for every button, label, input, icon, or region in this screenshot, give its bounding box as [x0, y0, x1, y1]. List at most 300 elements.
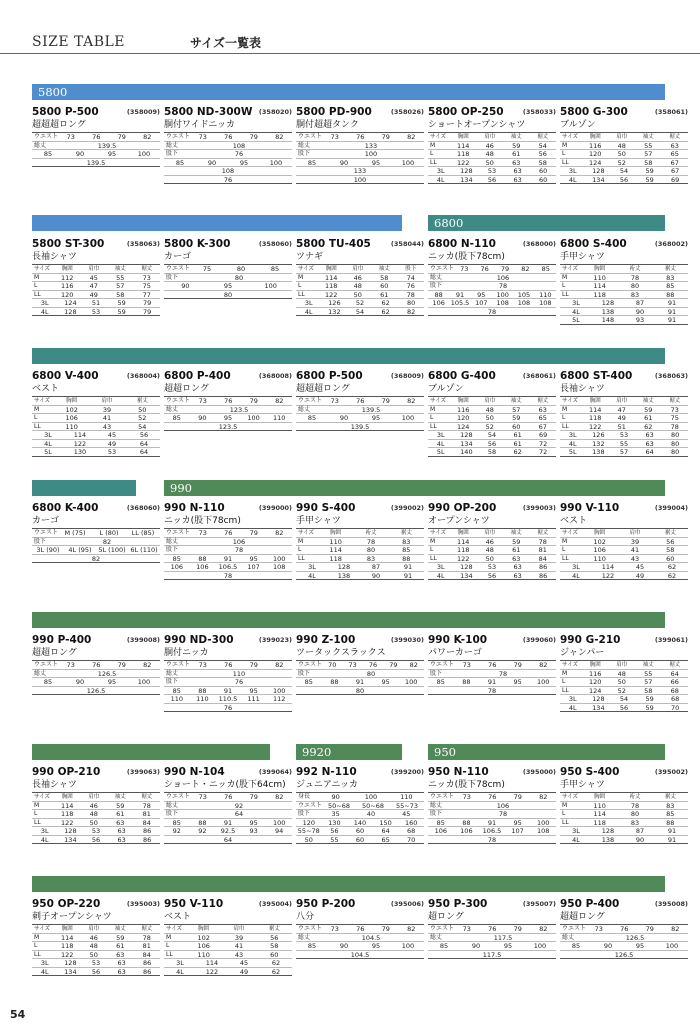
- size-row: [32, 440, 160, 449]
- size-cell: 85: [307, 942, 317, 950]
- product-code: 992 N-110: [296, 766, 357, 778]
- size-cell: 袖丈: [510, 530, 522, 536]
- size-cell: 110: [593, 273, 606, 282]
- size-row: [32, 934, 160, 943]
- size-row: [560, 431, 688, 440]
- size-cell: 83: [402, 537, 411, 546]
- size-cell: 82: [275, 133, 284, 141]
- product-number: (399200): [390, 768, 424, 776]
- size-row: [164, 546, 292, 555]
- size-cell: 65: [670, 150, 679, 158]
- size-cell: 95: [249, 554, 258, 563]
- size-cell: 95: [223, 414, 233, 422]
- size-cell: 122: [325, 290, 338, 299]
- size-row: [296, 819, 424, 828]
- size-cell: 95: [223, 282, 233, 290]
- size-row: [32, 793, 160, 802]
- size-cell: 72: [539, 439, 548, 448]
- size-cell: 106.5: [482, 827, 502, 835]
- size-cell: 肩巾: [616, 398, 628, 404]
- size-cell: 92: [172, 827, 181, 835]
- size-cell: 106: [460, 827, 473, 835]
- size-cell: 袖丈: [114, 794, 126, 800]
- product-number: (368063): [654, 372, 688, 380]
- size-cell: 78: [487, 835, 497, 844]
- size-cell: 43: [234, 950, 244, 959]
- size-cell: 126.5: [97, 669, 117, 678]
- size-cell: 4L: [572, 307, 580, 316]
- size-cell: 61: [116, 810, 125, 818]
- product-name: 胴付ワイドニッカ: [164, 120, 236, 130]
- product-number: (399023): [258, 636, 292, 644]
- size-cell: 110: [65, 422, 78, 431]
- size-row: [164, 414, 292, 423]
- size-cell: 3L: [436, 431, 445, 439]
- size-cell: 91: [403, 571, 413, 580]
- size-row: [560, 397, 688, 406]
- size-cell: 91: [667, 299, 677, 307]
- size-table: [296, 924, 424, 959]
- size-cell: 56: [619, 703, 629, 712]
- size-cell: M: [166, 933, 172, 941]
- size-cell: 82: [143, 133, 152, 141]
- size-cell: 114: [205, 959, 219, 967]
- size-cell: 59: [117, 299, 126, 307]
- size-cell: 118: [593, 818, 606, 827]
- size-cell: 88: [402, 554, 411, 563]
- size-table: [164, 924, 292, 976]
- size-row: [560, 925, 688, 934]
- size-cell: L: [562, 810, 566, 817]
- size-row: [32, 133, 160, 142]
- product-name: ベスト: [560, 516, 588, 526]
- size-row: [296, 265, 424, 274]
- size-cell: 76: [224, 133, 233, 141]
- size-cell: 73: [594, 925, 603, 933]
- size-cell: 56: [139, 431, 149, 439]
- size-cell: 85: [43, 678, 53, 686]
- size-cell: 62: [271, 967, 281, 976]
- size-cell: ウエスト: [34, 661, 59, 668]
- size-cell: 90: [331, 793, 340, 801]
- size-row: [428, 431, 556, 440]
- size-table-title: SIZE TABLE: [32, 34, 126, 50]
- size-cell: 袖丈: [510, 398, 522, 404]
- size-row: [32, 678, 160, 687]
- size-cell: 73: [462, 793, 471, 801]
- size-row: [560, 546, 688, 555]
- size-cell: 108: [536, 827, 550, 835]
- size-cell: 3L: [436, 563, 445, 571]
- size-row: [32, 142, 160, 151]
- size-cell: 79: [249, 529, 258, 537]
- size-cell: 100: [536, 678, 550, 686]
- size-cell: 股下: [166, 810, 179, 817]
- size-row: [560, 176, 688, 185]
- size-cell: LL: [298, 290, 305, 298]
- size-cell: 78: [234, 546, 244, 554]
- size-cell: サイズ: [34, 398, 51, 404]
- product-name: 超超ロング: [560, 912, 605, 922]
- size-row: [32, 529, 160, 538]
- size-cell: 64: [381, 827, 390, 835]
- size-row: [164, 704, 292, 713]
- size-cell: 66: [670, 678, 679, 686]
- size-cell: 73: [198, 133, 207, 141]
- size-cell: 86: [143, 827, 152, 835]
- size-cell: LL: [562, 818, 569, 826]
- size-cell: 78: [487, 686, 497, 695]
- size-row: [560, 448, 688, 457]
- size-cell: 3L: [40, 299, 49, 307]
- size-cell: L: [562, 150, 566, 157]
- product-name: 手甲シャツ: [296, 516, 341, 526]
- size-row: [296, 670, 424, 679]
- size-cell: 裄丈: [365, 530, 377, 536]
- size-cell: 53: [91, 307, 101, 316]
- size-cell: ウエスト: [562, 925, 587, 932]
- size-cell: 100: [401, 942, 415, 950]
- size-cell: 4L: [436, 571, 445, 580]
- size-cell: 65: [538, 414, 547, 422]
- size-cell: 79: [513, 661, 522, 669]
- size-row: [428, 142, 556, 151]
- size-row: [428, 572, 556, 581]
- size-cell: 肩巾: [101, 398, 113, 404]
- size-cell: 100: [404, 678, 418, 686]
- size-cell: サイズ: [298, 266, 315, 272]
- product-card: [428, 634, 556, 695]
- size-row: [428, 793, 556, 802]
- product-card: [560, 238, 688, 325]
- size-cell: 91: [223, 818, 233, 827]
- size-cell: 4L: [436, 175, 445, 184]
- size-cell: 76: [488, 793, 497, 801]
- size-cell: 59: [645, 175, 654, 184]
- size-cell: 128: [592, 167, 605, 175]
- product-number: (368002): [654, 240, 688, 248]
- size-cell: 150: [379, 818, 392, 827]
- product-name: 長袖シャツ: [560, 384, 605, 394]
- size-cell: 82: [275, 397, 284, 405]
- size-cell: 107: [511, 827, 524, 835]
- size-cell: 80: [234, 273, 244, 282]
- size-cell: 107: [247, 563, 260, 571]
- size-cell: 78: [498, 669, 508, 678]
- size-cell: 裾丈: [669, 398, 681, 404]
- size-row: [32, 414, 160, 423]
- size-cell: M: [34, 933, 40, 941]
- product-code: 5800 G-300: [560, 106, 628, 118]
- size-cell: サイズ: [562, 266, 579, 272]
- size-row: [32, 546, 160, 555]
- product-code: 990 N-104: [164, 766, 225, 778]
- product-card: [32, 106, 160, 167]
- size-cell: 52: [485, 422, 494, 431]
- size-cell: 61: [512, 150, 521, 158]
- size-cell: 85: [307, 158, 317, 167]
- size-cell: 108: [221, 167, 235, 175]
- product-code: 6800 ST-400: [560, 370, 633, 382]
- size-cell: 50: [89, 818, 98, 827]
- size-row: [164, 670, 292, 679]
- size-row: [164, 661, 292, 670]
- size-cell: 85: [172, 554, 181, 563]
- size-cell: 45: [402, 810, 411, 818]
- size-cell: 73: [198, 529, 207, 537]
- size-cell: 56: [666, 537, 675, 546]
- size-cell: 88: [666, 290, 675, 299]
- size-cell: 110: [232, 669, 246, 678]
- size-cell: 128: [64, 959, 77, 967]
- size-cell: 73: [66, 661, 75, 669]
- size-cell: 79: [381, 925, 390, 933]
- product-number: (395008): [654, 900, 688, 908]
- size-cell: 128: [64, 827, 77, 835]
- size-cell: M: [430, 141, 436, 149]
- size-row: [164, 695, 292, 704]
- size-cell: 122: [73, 439, 87, 448]
- product-name: ショートオープンシャツ: [428, 120, 526, 130]
- product-code: 5800 K-300: [164, 238, 231, 250]
- size-row: [32, 448, 160, 457]
- size-cell: 55: [116, 273, 125, 282]
- size-cell: 肩巾: [616, 662, 628, 668]
- size-cell: 49: [239, 967, 249, 976]
- size-row: [32, 687, 160, 696]
- size-table: [296, 264, 424, 316]
- product-code: 990 ND-300: [164, 634, 234, 646]
- size-row: [560, 406, 688, 415]
- size-cell: 100: [137, 150, 151, 158]
- size-cell: LL: [562, 158, 569, 166]
- product-card: [32, 634, 160, 695]
- size-row: [560, 687, 688, 696]
- size-cell: 41: [234, 942, 244, 950]
- size-cell: 106: [593, 546, 606, 554]
- product-number: (358044): [390, 240, 424, 248]
- size-cell: 60: [355, 827, 365, 835]
- size-cell: 78: [670, 422, 679, 431]
- size-cell: 79: [143, 299, 152, 307]
- size-cell: 134: [64, 967, 77, 976]
- size-cell: 4L: [308, 571, 316, 580]
- size-cell: 91: [667, 316, 677, 324]
- size-cell: 肩巾: [616, 134, 628, 140]
- size-cell: 122: [457, 158, 470, 167]
- size-cell: 82: [409, 661, 418, 669]
- size-cell: サイズ: [562, 662, 579, 668]
- size-cell: 134: [460, 175, 473, 184]
- size-cell: 95: [371, 942, 381, 950]
- size-cell: 50~68: [328, 801, 351, 810]
- size-cell: 54: [355, 307, 365, 316]
- size-row: [164, 423, 292, 432]
- size-row: [296, 150, 424, 159]
- size-cell: 126: [328, 299, 341, 307]
- size-cell: 64: [670, 669, 679, 678]
- size-cell: ウエスト: [166, 793, 191, 800]
- size-cell: 59: [512, 537, 521, 546]
- product-name: オープンシャツ: [428, 516, 490, 526]
- size-cell: 60: [512, 422, 521, 431]
- size-cell: 3L: [572, 299, 580, 307]
- size-cell: 114: [593, 810, 606, 818]
- size-row: [428, 159, 556, 168]
- size-cell: 肩巾: [484, 134, 496, 140]
- size-cell: 54: [538, 141, 547, 150]
- size-cell: 100: [533, 942, 547, 950]
- size-cell: 75: [202, 265, 212, 273]
- size-row: [164, 397, 292, 406]
- product-number: (399061): [654, 636, 688, 644]
- size-cell: 76: [92, 661, 101, 669]
- size-cell: ウエスト: [34, 133, 59, 140]
- size-cell: 62: [271, 959, 281, 967]
- size-cell: 139.5: [86, 158, 106, 167]
- series-label: 9920: [302, 745, 332, 759]
- size-row: [164, 291, 292, 300]
- size-row: [560, 282, 688, 291]
- size-cell: 69: [539, 431, 548, 439]
- size-cell: 股下: [430, 810, 443, 817]
- size-cell: 80: [671, 431, 680, 439]
- size-cell: 4L: [572, 835, 580, 844]
- size-cell: 118: [457, 150, 470, 158]
- size-row: [428, 827, 556, 836]
- size-cell: 51: [91, 299, 101, 307]
- size-row: [164, 538, 292, 547]
- size-cell: 106: [232, 537, 246, 546]
- product-card: [428, 106, 556, 184]
- size-row: [32, 431, 160, 440]
- product-card: [164, 502, 292, 580]
- size-cell: 48: [89, 942, 98, 950]
- size-cell: 58: [487, 448, 497, 456]
- product-code: 950 N-110: [428, 766, 489, 778]
- size-cell: 79: [381, 397, 390, 405]
- size-row: [428, 942, 556, 951]
- size-cell: 76: [224, 661, 233, 669]
- size-cell: 90: [635, 307, 645, 316]
- size-row: [428, 836, 556, 845]
- size-cell: 82: [407, 397, 416, 405]
- size-cell: 88: [198, 686, 207, 695]
- product-code: 990 K-100: [428, 634, 488, 646]
- product-number: (358060): [258, 240, 292, 248]
- size-cell: ウエスト: [34, 529, 59, 536]
- product-name: ニッカ(股下78cm): [428, 252, 505, 262]
- size-cell: ウエスト: [166, 265, 191, 272]
- size-row: [428, 299, 556, 308]
- size-cell: 61: [512, 546, 521, 554]
- size-cell: 70: [407, 835, 416, 844]
- size-cell: 45: [89, 273, 98, 282]
- product-name: ニッカ(股下78cm): [164, 516, 241, 526]
- size-row: [164, 802, 292, 811]
- size-cell: 76: [224, 793, 233, 801]
- product-name: 八分: [296, 912, 315, 922]
- size-cell: 48: [485, 150, 494, 158]
- size-cell: 67: [538, 422, 547, 431]
- size-cell: 63: [513, 563, 522, 571]
- size-cell: 83: [666, 801, 675, 810]
- product-name: ブルゾン: [428, 384, 464, 394]
- size-table: [560, 792, 688, 844]
- size-cell: 86: [143, 967, 152, 976]
- size-row: [32, 819, 160, 828]
- series-band: [32, 84, 665, 100]
- size-cell: 102: [197, 933, 210, 942]
- size-cell: 106: [496, 273, 510, 282]
- size-cell: 60: [380, 282, 389, 290]
- size-table: [296, 660, 424, 695]
- size-cell: 124: [64, 299, 77, 307]
- size-cell: 59: [645, 703, 654, 712]
- size-cell: 105: [517, 290, 531, 299]
- size-table: [32, 792, 160, 844]
- size-row: [296, 934, 424, 943]
- size-cell: 63: [538, 405, 547, 414]
- size-cell: 118: [325, 282, 338, 290]
- size-cell: 139.5: [97, 141, 117, 150]
- size-cell: 100: [353, 175, 367, 184]
- size-cell: 76: [224, 397, 233, 405]
- product-number: (358020): [258, 108, 292, 116]
- size-cell: 95: [107, 678, 117, 686]
- size-cell: 3L: [308, 563, 316, 571]
- size-cell: 80: [407, 299, 416, 307]
- size-cell: 86: [539, 571, 548, 580]
- size-table: [296, 132, 424, 184]
- series-band: [32, 348, 665, 364]
- size-cell: 56: [487, 571, 497, 580]
- size-cell: 117.5: [493, 933, 513, 942]
- size-cell: 50~68: [362, 801, 385, 810]
- size-cell: 68: [670, 686, 679, 695]
- page-number: 54: [10, 1008, 26, 1021]
- size-table: [428, 396, 556, 457]
- size-cell: 裾丈: [268, 926, 280, 932]
- size-cell: 116: [589, 669, 602, 678]
- size-cell: 72: [539, 448, 548, 456]
- size-row: [428, 406, 556, 415]
- size-row: [32, 802, 160, 811]
- size-cell: 5L: [44, 448, 52, 456]
- size-cell: 80: [236, 265, 246, 273]
- size-cell: 58: [116, 290, 125, 299]
- size-row: [296, 142, 424, 151]
- size-cell: 108: [496, 299, 509, 307]
- size-cell: 80: [671, 439, 680, 448]
- size-cell: 50: [485, 158, 494, 167]
- size-cell: 85: [436, 678, 445, 686]
- size-cell: 116: [589, 141, 602, 150]
- size-cell: LL: [430, 158, 437, 166]
- size-row: [164, 793, 292, 802]
- product-number: (395006): [390, 900, 424, 908]
- size-cell: 79: [249, 661, 258, 669]
- size-cell: 63: [512, 158, 521, 167]
- size-row: [32, 538, 160, 547]
- size-cell: LL: [562, 686, 569, 694]
- size-cell: 73: [462, 661, 471, 669]
- size-cell: 57: [512, 405, 521, 414]
- size-cell: 4L: [436, 439, 445, 448]
- product-name: 超超超ロング: [296, 384, 350, 394]
- size-row: [560, 274, 688, 283]
- size-cell: 79: [513, 793, 522, 801]
